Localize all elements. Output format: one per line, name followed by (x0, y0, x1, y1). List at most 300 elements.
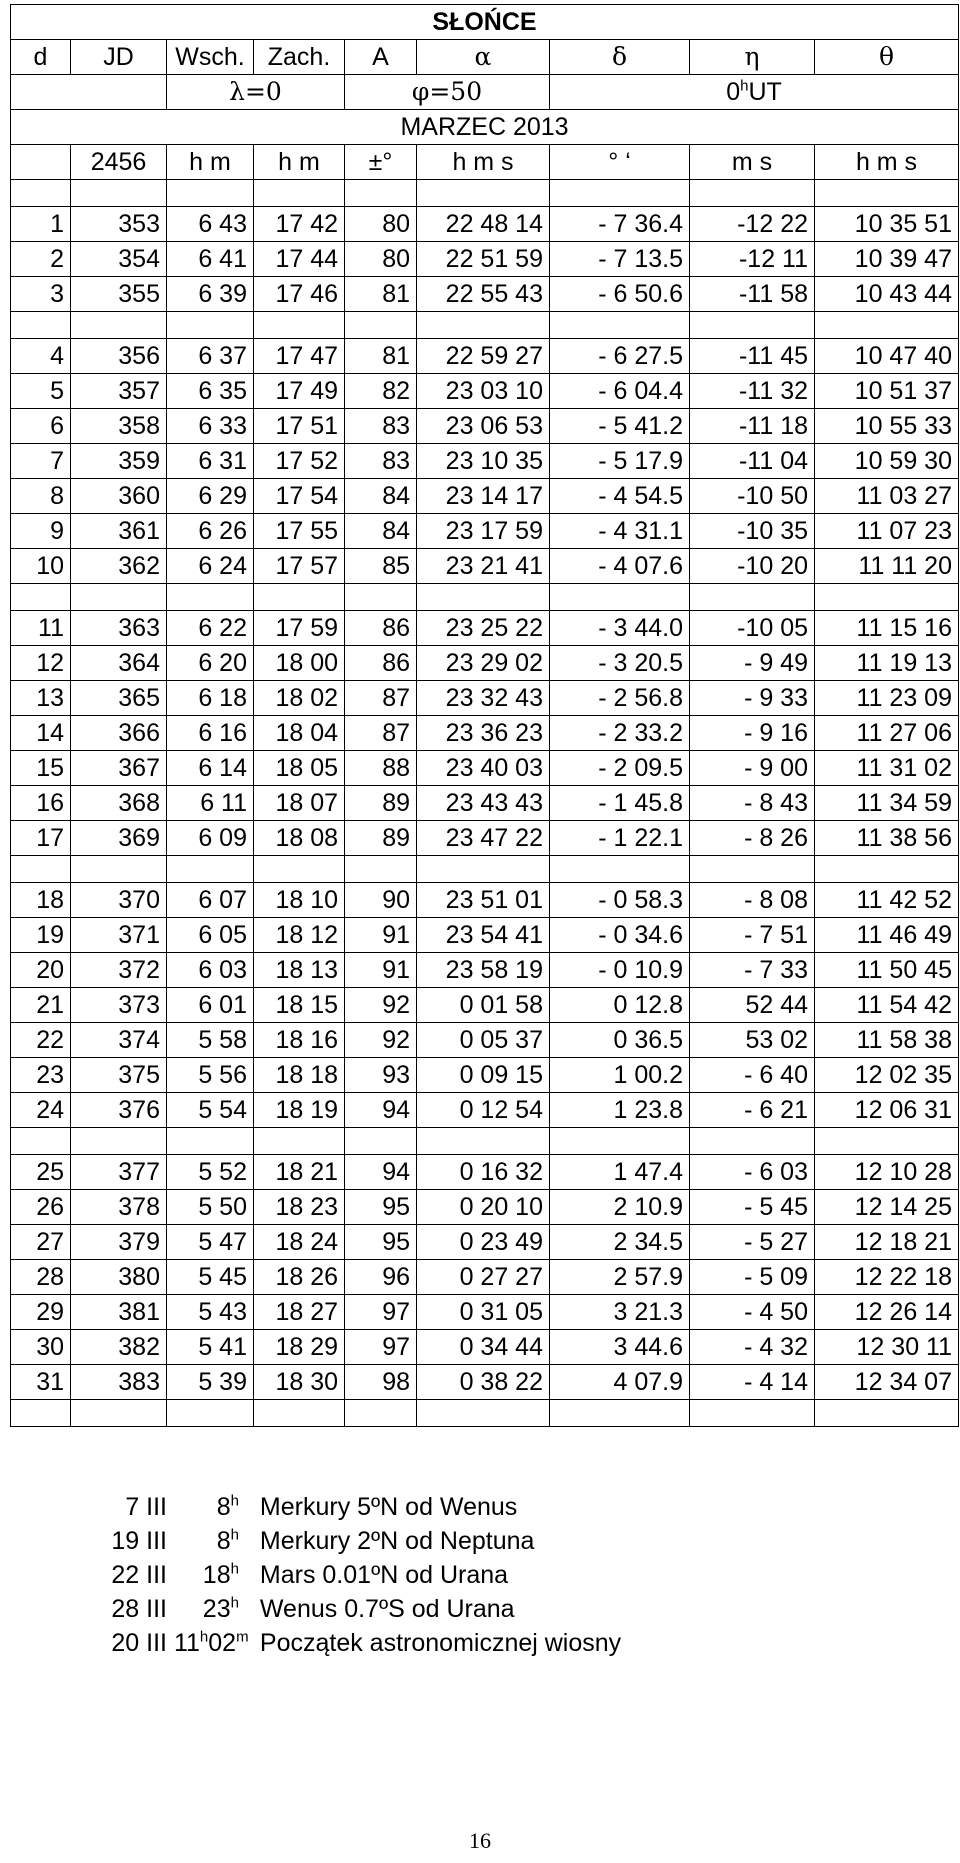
cell-azimuth: 90 (345, 883, 417, 918)
cell-right-ascension: 0 31 05 (417, 1295, 550, 1330)
event-text: Mars 0.01ºN od Urana (259, 1561, 509, 1589)
unit-theta: h m s (815, 145, 959, 180)
cell-declination: - 2 09.5 (550, 751, 690, 786)
cell-declination: 1 23.8 (550, 1093, 690, 1128)
longitude-label: λ=0 (167, 75, 345, 110)
table-row (11, 207, 959, 242)
cell-sunrise: 6 37 (167, 339, 254, 374)
cell-equation-of-time: - 7 51 (690, 918, 815, 953)
cell-declination: 1 47.4 (550, 1155, 690, 1190)
cell-equation-of-time: - 6 40 (690, 1058, 815, 1093)
cell-right-ascension: 0 23 49 (417, 1225, 550, 1260)
table-row (11, 444, 959, 479)
cell-sunset: 17 42 (254, 207, 345, 242)
cell-azimuth: 95 (345, 1190, 417, 1225)
cell-equation-of-time: - 9 33 (690, 681, 815, 716)
cell-sunset: 18 13 (254, 953, 345, 988)
cell-azimuth: 96 (345, 1260, 417, 1295)
cell-day: 8 (11, 479, 71, 514)
cell-day: 30 (11, 1330, 71, 1365)
cell-azimuth: 97 (345, 1330, 417, 1365)
cell-day: 17 (11, 821, 71, 856)
cell-jd: 369 (71, 821, 167, 856)
cell-equation-of-time: -12 22 (690, 207, 815, 242)
cell-day: 9 (11, 514, 71, 549)
cell-azimuth: 87 (345, 716, 417, 751)
cell-equation-of-time: - 8 43 (690, 786, 815, 821)
cell-sidereal-time: 11 15 16 (815, 611, 959, 646)
col-header-azimuth: A (345, 40, 417, 75)
cell-right-ascension: 23 32 43 (417, 681, 550, 716)
table-row (11, 646, 959, 681)
cell-sunset: 18 21 (254, 1155, 345, 1190)
cell-azimuth: 82 (345, 374, 417, 409)
cell-right-ascension: 0 01 58 (417, 988, 550, 1023)
cell-jd: 359 (71, 444, 167, 479)
table-row (11, 1058, 959, 1093)
table-row (11, 479, 959, 514)
cell-equation-of-time: -10 05 (690, 611, 815, 646)
cell-jd: 381 (71, 1295, 167, 1330)
cell-sunrise: 5 56 (167, 1058, 254, 1093)
cell-day: 23 (11, 1058, 71, 1093)
cell-azimuth: 83 (345, 409, 417, 444)
cell-equation-of-time: 53 02 (690, 1023, 815, 1058)
cell-jd: 360 (71, 479, 167, 514)
table-row (11, 953, 959, 988)
cell-azimuth: 81 (345, 277, 417, 312)
cell-sunrise: 6 03 (167, 953, 254, 988)
unit-jd: 2456 (71, 145, 167, 180)
cell-declination: - 5 17.9 (550, 444, 690, 479)
latitude-label: φ=50 (345, 75, 550, 110)
cell-jd: 357 (71, 374, 167, 409)
spacer-row (11, 584, 959, 611)
table-row (11, 277, 959, 312)
cell-jd: 361 (71, 514, 167, 549)
table-row (11, 1155, 959, 1190)
cell-equation-of-time: - 5 27 (690, 1225, 815, 1260)
cell-right-ascension: 0 27 27 (417, 1260, 550, 1295)
cell-azimuth: 80 (345, 207, 417, 242)
cell-sunset: 17 59 (254, 611, 345, 646)
col-header-eta: η (690, 40, 815, 75)
cell-day: 14 (11, 716, 71, 751)
event-item (95, 1592, 621, 1626)
cell-sunset: 18 26 (254, 1260, 345, 1295)
cell-sunset: 18 10 (254, 883, 345, 918)
cell-sunset: 18 00 (254, 646, 345, 681)
cell-sidereal-time: 11 19 13 (815, 646, 959, 681)
cell-right-ascension: 0 09 15 (417, 1058, 550, 1093)
cell-equation-of-time: -11 45 (690, 339, 815, 374)
cell-declination: - 3 44.0 (550, 611, 690, 646)
cell-equation-of-time: -10 35 (690, 514, 815, 549)
cell-declination: 2 34.5 (550, 1225, 690, 1260)
cell-declination: - 2 33.2 (550, 716, 690, 751)
event-time: 18$^h$ (202, 1560, 239, 1589)
event-item (95, 1558, 621, 1592)
cell-right-ascension: 23 21 41 (417, 549, 550, 584)
unit-sunrise: h m (167, 145, 254, 180)
cell-equation-of-time: - 4 14 (690, 1365, 815, 1400)
cell-day: 19 (11, 918, 71, 953)
cell-declination: - 0 10.9 (550, 953, 690, 988)
cell-day: 4 (11, 339, 71, 374)
cell-sunset: 18 12 (254, 918, 345, 953)
cell-sidereal-time: 12 34 07 (815, 1365, 959, 1400)
cell-sidereal-time: 11 34 59 (815, 786, 959, 821)
table-row (11, 409, 959, 444)
cell-right-ascension: 0 38 22 (417, 1365, 550, 1400)
cell-day: 10 (11, 549, 71, 584)
cell-declination: - 1 45.8 (550, 786, 690, 821)
cell-azimuth: 88 (345, 751, 417, 786)
cell-equation-of-time: -11 58 (690, 277, 815, 312)
cell-sidereal-time: 10 39 47 (815, 242, 959, 277)
cell-equation-of-time: - 6 21 (690, 1093, 815, 1128)
table-row (11, 374, 959, 409)
cell-day: 16 (11, 786, 71, 821)
cell-sunrise: 5 54 (167, 1093, 254, 1128)
event-item (95, 1490, 621, 1524)
cell-right-ascension: 0 16 32 (417, 1155, 550, 1190)
col-header-day: d (11, 40, 71, 75)
spacer-row (11, 1400, 959, 1427)
cell-day: 11 (11, 611, 71, 646)
cell-day: 5 (11, 374, 71, 409)
cell-right-ascension: 23 29 02 (417, 646, 550, 681)
cell-right-ascension: 23 14 17 (417, 479, 550, 514)
cell-jd: 358 (71, 409, 167, 444)
cell-equation-of-time: - 5 09 (690, 1260, 815, 1295)
event-date: 7 III (125, 1493, 167, 1521)
table-row (11, 514, 959, 549)
cell-azimuth: 91 (345, 953, 417, 988)
table-row (11, 549, 959, 584)
column-header-row (11, 40, 959, 75)
cell-declination: 3 44.6 (550, 1330, 690, 1365)
table-row (11, 1365, 959, 1400)
cell-sunrise: 6 16 (167, 716, 254, 751)
units-row (11, 145, 959, 180)
cell-azimuth: 80 (345, 242, 417, 277)
cell-sunrise: 5 45 (167, 1260, 254, 1295)
cell-equation-of-time: -11 04 (690, 444, 815, 479)
cell-sunrise: 6 33 (167, 409, 254, 444)
cell-declination: - 0 34.6 (550, 918, 690, 953)
cell-sunset: 17 44 (254, 242, 345, 277)
cell-jd: 353 (71, 207, 167, 242)
cell-equation-of-time: - 9 49 (690, 646, 815, 681)
cell-sidereal-time: 11 07 23 (815, 514, 959, 549)
cell-sidereal-time: 12 06 31 (815, 1093, 959, 1128)
cell-sunrise: 6 35 (167, 374, 254, 409)
cell-jd: 382 (71, 1330, 167, 1365)
cell-azimuth: 92 (345, 1023, 417, 1058)
cell-sunrise: 6 29 (167, 479, 254, 514)
cell-declination: - 0 58.3 (550, 883, 690, 918)
col-header-sunrise: Wsch. (167, 40, 254, 75)
cell-sunset: 18 15 (254, 988, 345, 1023)
cell-sunrise: 6 14 (167, 751, 254, 786)
cell-jd: 380 (71, 1260, 167, 1295)
cell-right-ascension: 23 43 43 (417, 786, 550, 821)
cell-sunrise: 6 18 (167, 681, 254, 716)
cell-sunset: 18 05 (254, 751, 345, 786)
cell-jd: 375 (71, 1058, 167, 1093)
cell-right-ascension: 23 54 41 (417, 918, 550, 953)
table-row (11, 611, 959, 646)
cell-azimuth: 85 (345, 549, 417, 584)
spacer-row (11, 856, 959, 883)
cell-declination: - 6 50.6 (550, 277, 690, 312)
cell-jd: 356 (71, 339, 167, 374)
table-row (11, 751, 959, 786)
ut-label: 0$^h$UT (550, 75, 959, 110)
cell-jd: 374 (71, 1023, 167, 1058)
cell-equation-of-time: - 9 16 (690, 716, 815, 751)
cell-declination: - 7 13.5 (550, 242, 690, 277)
cell-day: 28 (11, 1260, 71, 1295)
table-row (11, 883, 959, 918)
cell-sidereal-time: 12 10 28 (815, 1155, 959, 1190)
col-header-jd: JD (71, 40, 167, 75)
month-title: MARZEC 2013 (11, 110, 959, 145)
table-row (11, 681, 959, 716)
cell-azimuth: 92 (345, 988, 417, 1023)
cell-sidereal-time: 12 18 21 (815, 1225, 959, 1260)
cell-jd: 373 (71, 988, 167, 1023)
cell-day: 20 (11, 953, 71, 988)
cell-sidereal-time: 10 51 37 (815, 374, 959, 409)
cell-sidereal-time: 12 26 14 (815, 1295, 959, 1330)
unit-alpha: h m s (417, 145, 550, 180)
table-row (11, 1023, 959, 1058)
table-row (11, 1330, 959, 1365)
cell-right-ascension: 22 55 43 (417, 277, 550, 312)
cell-sunset: 18 02 (254, 681, 345, 716)
cell-sunset: 17 52 (254, 444, 345, 479)
col-header-theta: θ (815, 40, 959, 75)
cell-jd: 372 (71, 953, 167, 988)
cell-jd: 367 (71, 751, 167, 786)
cell-azimuth: 94 (345, 1155, 417, 1190)
cell-right-ascension: 22 51 59 (417, 242, 550, 277)
cell-right-ascension: 23 51 01 (417, 883, 550, 918)
sun-table (10, 4, 959, 1427)
cell-azimuth: 86 (345, 646, 417, 681)
cell-day: 2 (11, 242, 71, 277)
unit-sunset: h m (254, 145, 345, 180)
cell-sidereal-time: 10 55 33 (815, 409, 959, 444)
cell-jd: 377 (71, 1155, 167, 1190)
cell-right-ascension: 23 58 19 (417, 953, 550, 988)
cell-sunrise: 5 43 (167, 1295, 254, 1330)
cell-equation-of-time: 52 44 (690, 988, 815, 1023)
cell-jd: 376 (71, 1093, 167, 1128)
cell-jd: 354 (71, 242, 167, 277)
cell-sunset: 17 46 (254, 277, 345, 312)
events-list (95, 1490, 621, 1660)
cell-right-ascension: 22 59 27 (417, 339, 550, 374)
cell-azimuth: 93 (345, 1058, 417, 1093)
cell-sunrise: 6 39 (167, 277, 254, 312)
event-text: Wenus 0.7ºS od Urana (259, 1595, 515, 1623)
cell-equation-of-time: -11 18 (690, 409, 815, 444)
event-date: 19 III (111, 1527, 167, 1555)
cell-right-ascension: 23 40 03 (417, 751, 550, 786)
cell-azimuth: 98 (345, 1365, 417, 1400)
cell-declination: - 2 56.8 (550, 681, 690, 716)
cell-sunset: 18 24 (254, 1225, 345, 1260)
cell-azimuth: 83 (345, 444, 417, 479)
cell-day: 26 (11, 1190, 71, 1225)
cell-sunrise: 5 58 (167, 1023, 254, 1058)
cell-day: 25 (11, 1155, 71, 1190)
cell-day: 1 (11, 207, 71, 242)
cell-declination: - 4 31.1 (550, 514, 690, 549)
event-text: Merkury 2ºN od Neptuna (259, 1527, 535, 1555)
cell-day: 13 (11, 681, 71, 716)
event-text: Początek astronomicznej wiosny (259, 1629, 622, 1657)
cell-equation-of-time: - 9 00 (690, 751, 815, 786)
cell-day: 29 (11, 1295, 71, 1330)
cell-day: 6 (11, 409, 71, 444)
event-item (95, 1524, 621, 1558)
cell-declination: 2 57.9 (550, 1260, 690, 1295)
cell-sidereal-time: 10 59 30 (815, 444, 959, 479)
cell-day: 21 (11, 988, 71, 1023)
cell-sidereal-time: 12 22 18 (815, 1260, 959, 1295)
event-time: 8$^h$ (216, 1526, 239, 1555)
cell-sunrise: 5 39 (167, 1365, 254, 1400)
unit-delta: ° ‘ (550, 145, 690, 180)
event-date: 22 III (111, 1561, 167, 1589)
cell-declination: - 1 22.1 (550, 821, 690, 856)
event-time: 23$^h$ (202, 1594, 239, 1623)
cell-sunrise: 6 01 (167, 988, 254, 1023)
table-row (11, 988, 959, 1023)
cell-right-ascension: 23 17 59 (417, 514, 550, 549)
cell-sunset: 18 18 (254, 1058, 345, 1093)
cell-sidereal-time: 11 46 49 (815, 918, 959, 953)
cell-declination: - 6 04.4 (550, 374, 690, 409)
cell-sunrise: 5 52 (167, 1155, 254, 1190)
cell-sunset: 17 51 (254, 409, 345, 444)
event-time: 11$^h$02$^m$ (173, 1628, 249, 1657)
cell-equation-of-time: -12 11 (690, 242, 815, 277)
cell-sunrise: 6 26 (167, 514, 254, 549)
cell-right-ascension: 0 34 44 (417, 1330, 550, 1365)
cell-declination: - 3 20.5 (550, 646, 690, 681)
cell-sunset: 18 07 (254, 786, 345, 821)
cell-day: 31 (11, 1365, 71, 1400)
cell-azimuth: 81 (345, 339, 417, 374)
cell-jd: 383 (71, 1365, 167, 1400)
cell-azimuth: 84 (345, 514, 417, 549)
cell-declination: - 5 41.2 (550, 409, 690, 444)
cell-sunrise: 6 09 (167, 821, 254, 856)
cell-equation-of-time: - 7 33 (690, 953, 815, 988)
table-row (11, 716, 959, 751)
event-date: 20 III (111, 1629, 167, 1657)
event-date: 28 III (111, 1595, 167, 1623)
cell-jd: 355 (71, 277, 167, 312)
cell-right-ascension: 0 20 10 (417, 1190, 550, 1225)
spacer-row (11, 312, 959, 339)
cell-day: 12 (11, 646, 71, 681)
cell-sunset: 17 57 (254, 549, 345, 584)
cell-jd: 362 (71, 549, 167, 584)
cell-sunrise: 6 43 (167, 207, 254, 242)
cell-azimuth: 89 (345, 821, 417, 856)
table-row (11, 1295, 959, 1330)
cell-day: 15 (11, 751, 71, 786)
table-title: SŁOŃCE (11, 5, 959, 40)
cell-sidereal-time: 10 47 40 (815, 339, 959, 374)
cell-equation-of-time: - 8 26 (690, 821, 815, 856)
cell-sidereal-time: 12 30 11 (815, 1330, 959, 1365)
cell-jd: 366 (71, 716, 167, 751)
table-row (11, 1093, 959, 1128)
cell-equation-of-time: - 5 45 (690, 1190, 815, 1225)
event-item (95, 1626, 621, 1660)
col-header-alpha: α (417, 40, 550, 75)
cell-azimuth: 97 (345, 1295, 417, 1330)
cell-declination: 0 12.8 (550, 988, 690, 1023)
cell-sidereal-time: 10 35 51 (815, 207, 959, 242)
cell-sidereal-time: 10 43 44 (815, 277, 959, 312)
cell-azimuth: 87 (345, 681, 417, 716)
cell-right-ascension: 22 48 14 (417, 207, 550, 242)
cell-sunrise: 5 50 (167, 1190, 254, 1225)
cell-equation-of-time: - 6 03 (690, 1155, 815, 1190)
table-row (11, 1225, 959, 1260)
cell-declination: 2 10.9 (550, 1190, 690, 1225)
cell-sunrise: 5 47 (167, 1225, 254, 1260)
cell-azimuth: 95 (345, 1225, 417, 1260)
cell-sidereal-time: 12 02 35 (815, 1058, 959, 1093)
cell-sunrise: 6 20 (167, 646, 254, 681)
cell-jd: 379 (71, 1225, 167, 1260)
cell-sunrise: 5 41 (167, 1330, 254, 1365)
cell-jd: 368 (71, 786, 167, 821)
event-text: Merkury 5ºN od Wenus (259, 1493, 518, 1521)
page-number: 16 (469, 1828, 491, 1853)
col-header-delta: δ (550, 40, 690, 75)
unit-eta: m s (690, 145, 815, 180)
cell-azimuth: 91 (345, 918, 417, 953)
cell-jd: 370 (71, 883, 167, 918)
cell-declination: 3 21.3 (550, 1295, 690, 1330)
cell-sunrise: 6 05 (167, 918, 254, 953)
cell-equation-of-time: -10 20 (690, 549, 815, 584)
table-row (11, 821, 959, 856)
cell-sunset: 17 49 (254, 374, 345, 409)
cell-day: 24 (11, 1093, 71, 1128)
cell-equation-of-time: -11 32 (690, 374, 815, 409)
cell-sidereal-time: 11 42 52 (815, 883, 959, 918)
cell-sunset: 18 27 (254, 1295, 345, 1330)
cell-sunset: 18 29 (254, 1330, 345, 1365)
cell-azimuth: 86 (345, 611, 417, 646)
cell-right-ascension: 23 03 10 (417, 374, 550, 409)
cell-declination: 0 36.5 (550, 1023, 690, 1058)
location-row (11, 75, 959, 110)
cell-sidereal-time: 11 31 02 (815, 751, 959, 786)
cell-sidereal-time: 11 58 38 (815, 1023, 959, 1058)
